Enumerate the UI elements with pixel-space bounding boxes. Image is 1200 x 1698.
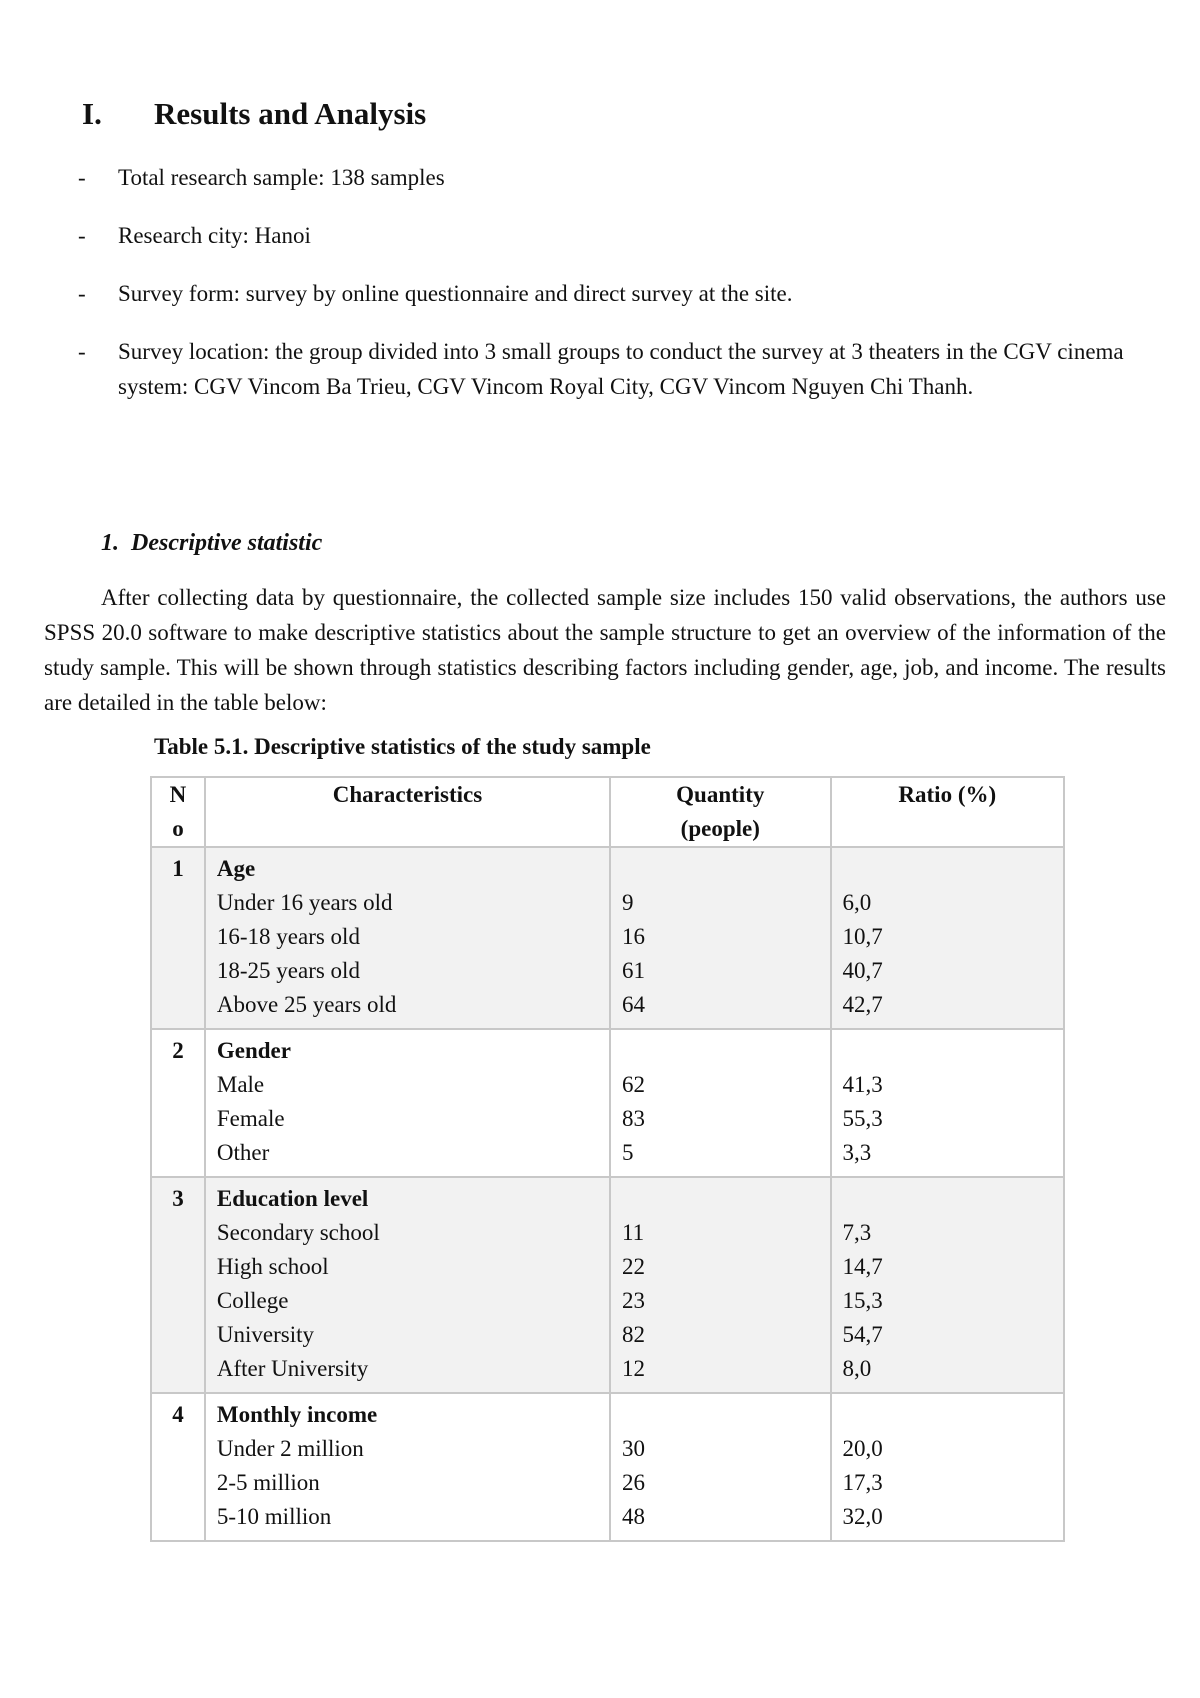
table-caption: Table 5.1. Descriptive statistics of the study sample (154, 734, 651, 759)
bullet-text: Research city: Hanoi (118, 223, 311, 248)
item-ratio: 40,7 (842, 958, 883, 983)
item-ratio: 17,3 (842, 1470, 883, 1495)
group-quantities (610, 1177, 831, 1393)
bullet-text: Total research sample: 138 samples (118, 165, 445, 190)
table-group-row (151, 847, 1064, 1029)
item-ratio: 8,0 (842, 1356, 872, 1381)
item-label: University (216, 1322, 314, 1347)
group-characteristics (205, 847, 610, 1029)
item-quantity: 22 (622, 1254, 645, 1279)
group-characteristics (205, 1177, 610, 1393)
item-quantity: 48 (622, 1504, 645, 1529)
bullet-dash: - (78, 281, 86, 306)
item-quantity: 23 (622, 1288, 645, 1313)
item-label: Under 2 million (216, 1436, 364, 1461)
group-ratios (831, 1393, 1064, 1541)
item-label: College (216, 1288, 289, 1313)
table-group-row (151, 1177, 1064, 1393)
group-ratios (831, 1029, 1064, 1177)
group-number: 3 (151, 1177, 205, 1393)
header-quantity (610, 777, 831, 847)
table-header-row (151, 777, 1064, 847)
summary-bullet-list (78, 160, 1168, 404)
item-ratio: 55,3 (842, 1106, 883, 1131)
header-no (151, 777, 205, 847)
item-ratio: 54,7 (842, 1322, 883, 1347)
subsection-title: Descriptive statistic (131, 530, 323, 556)
item-quantity: 5 (622, 1140, 634, 1165)
header-characteristics: Characteristics (205, 777, 610, 847)
bullet-dash: - (78, 165, 86, 190)
group-category: Education level (216, 1186, 369, 1211)
item-ratio: 7,3 (842, 1220, 872, 1245)
item-label: 2-5 million (216, 1470, 320, 1495)
item-ratio: 41,3 (842, 1072, 883, 1097)
bullet-dash: - (78, 223, 86, 248)
bullet-text: Survey location: the group divided into 3 small groups to conduct the survey at 3 theaters in the CGV cinema system: CGV Vincom Ba Trieu, CGV Vincom Royal City, CGV Vincom Nguyen Chi Thanh. (118, 339, 1124, 399)
group-quantities (610, 847, 831, 1029)
item-quantity: 83 (622, 1106, 645, 1131)
section-heading-number: I. (82, 96, 102, 131)
bullet-text: Survey form: survey by online questionnaire and direct survey at the site. (118, 281, 793, 306)
item-label: 18-25 years old (216, 958, 360, 983)
header-no-line2: o (172, 816, 184, 841)
group-characteristics (205, 1393, 610, 1541)
item-quantity: 9 (622, 890, 634, 915)
item-quantity: 62 (622, 1072, 645, 1097)
section-heading-title: Results and Analysis (154, 96, 427, 131)
item-ratio: 10,7 (842, 924, 883, 949)
subsection-number: 1. (101, 530, 119, 556)
group-category: Monthly income (216, 1402, 378, 1427)
item-label: Secondary school (216, 1220, 380, 1245)
item-label: Other (216, 1140, 270, 1165)
item-ratio: 6,0 (842, 890, 872, 915)
item-quantity: 64 (622, 992, 645, 1017)
header-quantity-line1: Quantity (676, 782, 765, 807)
item-quantity: 82 (622, 1322, 645, 1347)
item-label: 16-18 years old (216, 924, 360, 949)
header-no-line1: N (169, 782, 187, 807)
header-ratio: Ratio (%) (831, 777, 1064, 847)
group-quantities (610, 1393, 831, 1541)
table-group-row (151, 1393, 1064, 1541)
item-quantity: 61 (622, 958, 645, 983)
group-characteristics (205, 1029, 610, 1177)
item-ratio: 14,7 (842, 1254, 883, 1279)
item-label: After University (216, 1356, 369, 1381)
bullet-item (78, 334, 1168, 404)
item-ratio: 32,0 (842, 1504, 883, 1529)
group-number: 4 (151, 1393, 205, 1541)
group-number: 1 (151, 847, 205, 1029)
item-label: High school (216, 1254, 329, 1279)
item-label: Female (216, 1106, 285, 1131)
descriptive-statistics-table (150, 776, 1065, 1542)
item-label: Male (216, 1072, 265, 1097)
table-group-row (151, 1029, 1064, 1177)
item-quantity: 12 (622, 1356, 645, 1381)
group-category: Gender (216, 1038, 291, 1063)
item-label: Under 16 years old (216, 890, 393, 915)
subsection-heading (101, 530, 322, 557)
header-quantity-line2: (people) (680, 816, 760, 841)
item-quantity: 16 (622, 924, 645, 949)
group-quantities (610, 1029, 831, 1177)
bullet-dash: - (78, 339, 86, 364)
group-number: 2 (151, 1029, 205, 1177)
group-ratios (831, 1177, 1064, 1393)
group-category: Age (216, 856, 256, 881)
group-ratios (831, 847, 1064, 1029)
bullet-item (78, 160, 1168, 195)
item-ratio: 42,7 (842, 992, 883, 1017)
item-quantity: 26 (622, 1470, 645, 1495)
item-label: Above 25 years old (216, 992, 397, 1017)
section-heading (82, 96, 426, 132)
bullet-item (78, 218, 1168, 253)
item-quantity: 30 (622, 1436, 645, 1461)
item-ratio: 20,0 (842, 1436, 883, 1461)
item-ratio: 3,3 (842, 1140, 872, 1165)
item-quantity: 11 (622, 1220, 645, 1245)
bullet-item (78, 276, 1168, 311)
item-label: 5-10 million (216, 1504, 332, 1529)
item-ratio: 15,3 (842, 1288, 883, 1313)
body-paragraph: After collecting data by questionnaire, the collected sample size includes 150 valid observations, the authors use SPSS 20.0 software to make descriptive statistics about the sample structure to get an overview of the information of the study sample. This will be shown through statistics describing factors including gender, age, job, and income. The results are detailed in the table below: (44, 585, 1166, 715)
